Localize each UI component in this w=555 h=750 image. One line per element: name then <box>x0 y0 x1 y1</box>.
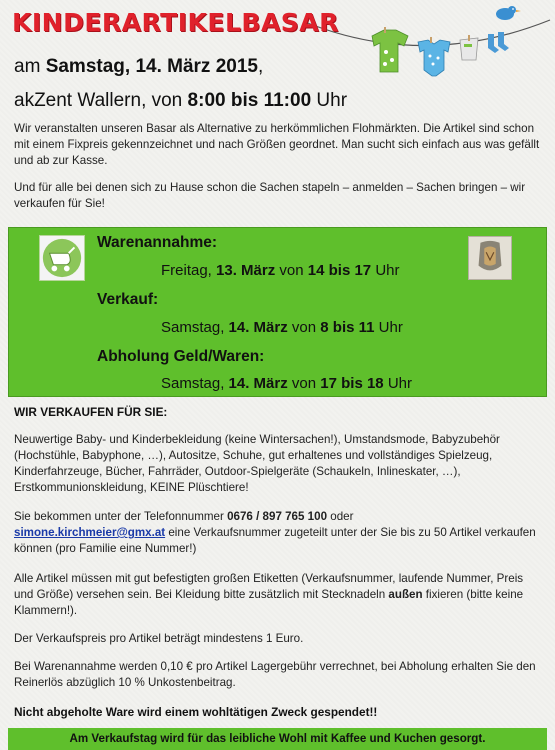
date-suffix: , <box>257 56 264 77</box>
phone-number: 0676 / 897 765 100 <box>227 510 328 523</box>
verkauf-time: 8 bis 11 <box>320 319 375 336</box>
phone-prefix: Sie bekommen unter der Telefonnummer <box>14 510 228 523</box>
labels-prefix: Alle Artikel müssen mit gut befestigten großen Etiketten (Verkaufsnummer, laufende Nummer, Preis und Größe) versehen sein. Bei Kleidung bitte zusätzlich mit Stecknadeln <box>14 572 524 601</box>
labels-bold: außen <box>388 588 423 601</box>
phone-suffix: oder <box>327 510 354 523</box>
charity-note: Nicht abgeholte Ware wird einem wohltätigen Zweck gespendet!! <box>14 705 378 719</box>
intro-paragraph-1: Wir veranstalten unseren Basar als Alternative zu herkömmlichen Flohmärkten. Die Artikel sind schon mit einem Fixpreis gekennzeichnet und nach Größen geordnet. Man sucht sich einfach aus was gefällt und ab zur Kasse. <box>14 122 540 167</box>
venue-suffix: Uhr <box>311 90 348 111</box>
abholung-details <box>161 375 412 392</box>
abholung-mid: von <box>287 375 321 392</box>
abholung-title: Abholung Geld/Waren: <box>97 348 265 365</box>
verkauf-date: 14. März <box>228 319 288 336</box>
bird-icon <box>496 6 521 20</box>
email-link[interactable]: simone.kirchmeier@gmx.at <box>14 526 166 539</box>
annahme-title: Warenannahme: <box>97 234 218 251</box>
intro-paragraph-2: Und für alle bei denen sich zu Hause schon die Sachen stapeln – anmelden – Sachen bringen – wir verkaufen für Sie! <box>14 181 526 210</box>
stroller-icon <box>39 235 85 281</box>
fees-paragraph: Bei Warenannahme werden 0,10 € pro Artikel Lagergebühr verrechnet, bei Abholung erhalten Sie den Reinerlös abzüglich 10 % Unkostenbeitrag. <box>14 660 536 689</box>
annahme-date: 13. März <box>216 262 276 279</box>
green-shirt-icon <box>372 30 408 72</box>
contact-paragraph <box>14 509 544 557</box>
items-paragraph: Neuwertige Baby- und Kinderbekleidung (keine Wintersachen!), Umstandsmode, Babyzubehör (Hochstühle, Babyphone, …), Autositze, Schuhe, gut erhaltenes und vollständiges Spielzeug, Kinderfahrzeuge, Bücher, Fahrräder, Outdoor-Spielgeräte (Schaukeln, Inlineskater, …), Erstkommunionskleidung, KEINE Plüschtiere! <box>14 433 500 494</box>
date-prefix: am <box>14 56 46 77</box>
email-suffix: eine Verkaufsnummer zugeteilt unter der Sie bis zu 50 Artikel verkaufen können (pro Familie eine Nummer!) <box>14 526 536 555</box>
abholung-time: 17 bis 18 <box>320 375 384 392</box>
price-paragraph: Der Verkaufspreis pro Artikel beträgt mindestens 1 Euro. <box>14 632 304 645</box>
section-title: WIR VERKAUFEN FÜR SIE: <box>14 405 168 419</box>
footer-banner: Am Verkaufstag wird für das leibliche Wohl mit Kaffee und Kuchen gesorgt. <box>8 728 547 750</box>
annahme-time: 14 bis 17 <box>307 262 372 279</box>
blue-bodysuit-icon <box>418 40 450 76</box>
abholung-day: Samstag, <box>161 375 229 392</box>
verkauf-end: Uhr <box>374 319 403 336</box>
labels-suffix: fixieren (bitte keine Klammern!). <box>14 588 524 617</box>
labels-paragraph <box>14 571 544 619</box>
bib-icon <box>460 38 478 60</box>
page-title: KINDERARTIKELBASAR <box>12 8 339 37</box>
annahme-mid: von <box>275 262 308 279</box>
abholung-end: Uhr <box>383 375 412 392</box>
car-seat-icon <box>468 236 512 280</box>
verkauf-mid: von <box>287 319 321 336</box>
verkauf-title: Verkauf: <box>97 291 159 308</box>
verkauf-day: Samstag, <box>161 319 229 336</box>
annahme-day: Freitag, <box>161 262 217 279</box>
venue-prefix: akZent Wallern, von <box>14 90 188 111</box>
annahme-details <box>161 262 400 279</box>
annahme-end: Uhr <box>371 262 400 279</box>
verkauf-details <box>161 319 403 336</box>
venue-time: 8:00 bis 11:00 <box>187 90 312 111</box>
event-date <box>14 56 263 78</box>
date-bold: Samstag, 14. März 2015 <box>45 56 258 77</box>
abholung-date: 14. März <box>228 375 288 392</box>
event-venue <box>14 90 347 112</box>
schedule-box <box>8 227 547 397</box>
